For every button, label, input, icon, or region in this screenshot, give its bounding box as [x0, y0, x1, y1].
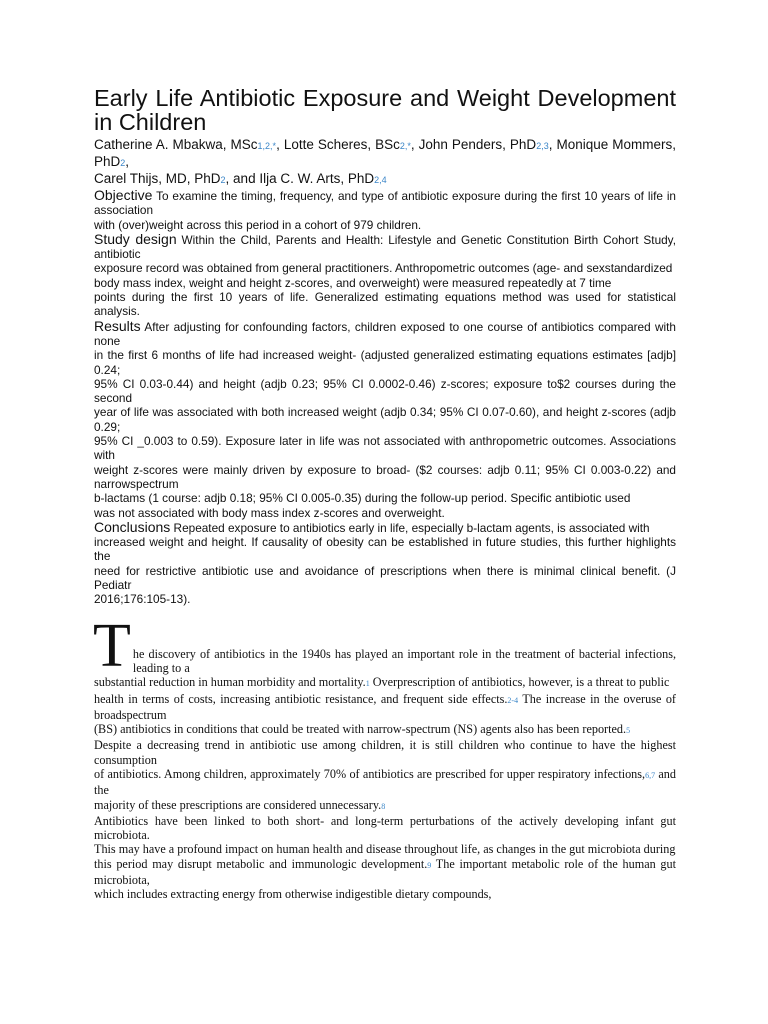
author-separator: ,	[276, 137, 284, 152]
author-affiliation-ref[interactable]: 1,2,*	[257, 141, 277, 151]
body-line	[94, 738, 676, 767]
author-affiliation-ref[interactable]: 2	[120, 158, 126, 168]
body-text	[93, 611, 676, 902]
body-paragraph	[93, 611, 676, 902]
objective-text	[94, 189, 676, 232]
author-separator: ,	[125, 154, 130, 169]
author-name: Catherine A. Mbakwa, MSc	[94, 137, 258, 152]
body-line	[94, 798, 676, 814]
article-page	[94, 86, 676, 902]
body-line-text: (BS) antibiotics in conditions that could be treated with narrow-spectrum (NS) agents also has been reported.	[94, 722, 627, 737]
author-name: Monique Mommers, PhD	[94, 137, 676, 169]
author-affiliation-ref[interactable]: 2,3	[536, 141, 549, 151]
body-line-text: he discovery of antibiotics in the 1940s has played an important role in the treatment of bacterial infections, leading to a	[132, 646, 676, 675]
conclusions-line: need for restrictive antibiotic use and avoidance of prescriptions when there is minimal clinical benefit. (J Pediatr	[94, 563, 676, 593]
author-name: Carel Thijs, MD, PhD	[94, 171, 221, 186]
author-name: Ilja C. W. Arts, PhD	[259, 171, 375, 186]
abstract-study-design	[94, 232, 676, 319]
author-name: John Penders, PhD	[418, 137, 537, 152]
body-line-text: majority of these prescriptions are considered unnecessary.	[94, 797, 382, 812]
results-line: was not associated with body mass index z-scores and overweight.	[94, 505, 445, 520]
body-line-text: The increase in the overuse of broadspectrum	[94, 691, 676, 722]
conclusions-line: 2016;176:105-13).	[94, 592, 191, 607]
results-line: b-lactams (1 course: adjb 0.18; 95% CI 0.005-0.35) during the follow-up period. Specific antibiotic used	[94, 491, 631, 506]
results-line: 95% CI 0.03-0.44) and height (adjb 0.23; 95% CI 0.0002-0.46) z-scores; exposure to$2 courses during the second	[94, 376, 676, 406]
body-line-text: Overprescription of antibiotics, however, is a threat to public	[369, 675, 670, 690]
author-affiliation-ref[interactable]: 2,4	[374, 175, 387, 185]
results-line: 95% CI _0.003 to 0.59). Exposure later in life was not associated with anthropometric outcomes. Associations with	[94, 434, 676, 463]
author-name: Lotte Scheres, BSc	[283, 137, 400, 152]
conclusions-line: Repeated exposure to antibiotics early in life, especially b-lactam agents, is associated with	[173, 520, 650, 535]
body-line-text: Antibiotics have been linked to both short- and long-term perturbations of the actively developing infant gut microbiota.	[94, 813, 676, 843]
body-line	[93, 611, 676, 680]
author-list	[94, 137, 676, 188]
conclusions-heading: Conclusions	[94, 518, 171, 535]
study-design-line: points during the first 10 years of life. Generalized estimating equations method was used for statistical analysis.	[94, 290, 676, 319]
study-design-heading: Study design	[94, 230, 177, 247]
body-line	[94, 692, 676, 723]
objective-heading: Objective	[94, 187, 153, 203]
citation-ref[interactable]: 9	[427, 860, 432, 870]
body-line	[94, 675, 676, 691]
abstract-results	[94, 319, 676, 520]
study-design-line: body mass index, weight and height z-scores, and overweight) were measured repeatedly at 7 time	[94, 275, 612, 290]
study-design-line: Within the Child, Parents and Health: Lifestyle and Genetic Constitution Birth Cohort Study, antibiotic	[94, 232, 676, 262]
objective-line: To examine the timing, frequency, and type of antibiotic exposure during the first 10 years of life in association	[94, 189, 676, 218]
article-title: Early Life Antibiotic Exposure and Weight Development in Children	[94, 85, 676, 135]
author-line-2	[94, 171, 676, 188]
body-line	[94, 887, 676, 901]
abstract	[94, 188, 676, 607]
citation-ref[interactable]: 2-4	[507, 695, 519, 705]
body-line-text: and the	[94, 766, 676, 798]
body-line-text: health in terms of costs, increasing antibiotic resistance, and frequent side effects.	[94, 691, 508, 706]
body-line	[94, 842, 676, 856]
body-line-text: which includes extracting energy from otherwise indigestible dietary compounds,	[94, 887, 492, 902]
body-line-text: of antibiotics. Among children, approximately 70% of antibiotics are prescribed for upper respiratory infections,	[94, 766, 646, 781]
citation-ref[interactable]: 6,7	[645, 770, 656, 780]
citation-ref[interactable]: 5	[626, 726, 631, 736]
results-line: year of life was associated with both increased weight (adjb 0.34; 95% CI 0.07-0.60), and height z-scores (adjb 0.29;	[94, 405, 676, 434]
study-design-line: exposure record was obtained from general practitioners. Anthropometric outcomes (age- and sexstandardized	[94, 261, 673, 276]
body-line	[94, 814, 676, 843]
objective-line: with (over)weight across this period in a cohort of 979 children.	[94, 217, 422, 232]
results-line: in the first 6 months of life had increased weight- (adjusted generalized estimating equations estimates [adjb] 0.24;	[94, 348, 676, 377]
body-line	[94, 722, 676, 738]
citation-ref[interactable]: 1	[365, 679, 370, 689]
body-line-text: This may have a profound impact on human health and disease throughout life, as changes in the gut microbiota during	[94, 842, 676, 857]
author-affiliation-ref[interactable]: 2	[220, 175, 226, 185]
author-separator: ,	[410, 137, 419, 152]
body-line-text: substantial reduction in human morbidity and mortality.	[94, 675, 366, 690]
results-line: weight z-scores were mainly driven by exposure to broad- ($2 courses: adjb 0.11; 95% CI 0.003-0.22) and narrowspectrum	[94, 462, 676, 491]
citation-ref[interactable]: 8	[381, 801, 386, 811]
author-separator: ,	[548, 137, 557, 152]
results-heading: Results	[94, 317, 141, 334]
author-line-1	[94, 137, 676, 171]
author-separator: , and	[225, 171, 260, 186]
results-line: After adjusting for confounding factors, children exposed to one course of antibiotics compared with none	[94, 319, 676, 348]
conclusions-line: increased weight and height. If causality of obesity can be established in future studies, this further highlights the	[94, 535, 676, 564]
body-line-text: Despite a decreasing trend in antibiotic use among children, it is still children who continue to have the highest consumption	[94, 738, 676, 767]
body-line	[94, 857, 676, 888]
body-line-text: this period may disrupt metabolic and immunologic development.	[94, 856, 428, 871]
abstract-conclusions	[94, 520, 676, 607]
author-affiliation-ref[interactable]: 2,*	[399, 141, 411, 151]
abstract-objective	[94, 188, 676, 232]
drop-cap: T	[93, 611, 131, 680]
body-line-text: The important metabolic role of the human gut microbiota,	[94, 856, 676, 888]
body-line	[94, 767, 676, 798]
